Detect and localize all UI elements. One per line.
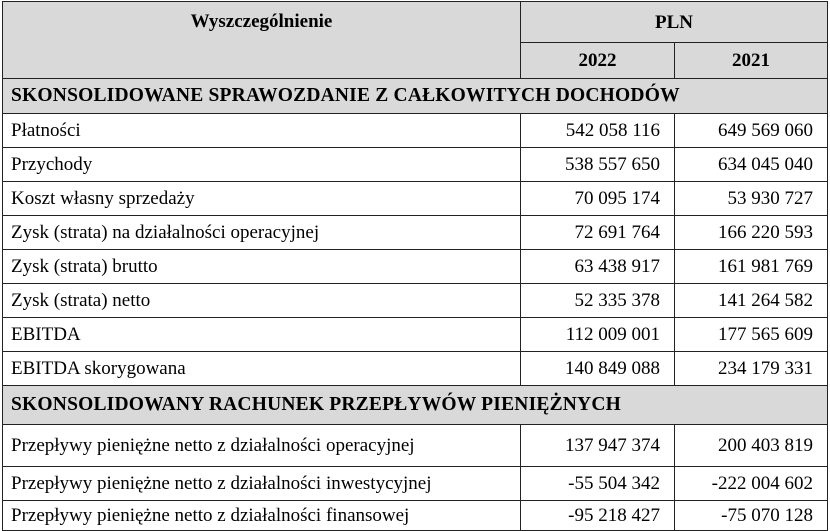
value-2021: 161 981 769 <box>675 250 828 284</box>
table-row <box>3 216 828 250</box>
value-2022: 140 849 088 <box>521 352 675 386</box>
value-2021: 234 179 331 <box>675 352 828 386</box>
value-2021: 177 565 609 <box>675 318 828 352</box>
table-row <box>3 425 828 467</box>
table-row <box>3 352 828 386</box>
value-2021: 649 569 060 <box>675 114 828 148</box>
section-title-income-statement: SKONSOLIDOWANE SPRAWOZDANIE Z CAŁKOWITYCH DOCHODÓW <box>3 79 828 114</box>
section-header-row <box>3 79 828 114</box>
value-2022: 52 335 378 <box>521 284 675 318</box>
value-2021: 634 045 040 <box>675 148 828 182</box>
table-row <box>3 318 828 352</box>
table-row <box>3 284 828 318</box>
column-header-description: Wyszczególnienie <box>3 2 521 79</box>
row-label: Przychody <box>3 148 521 182</box>
row-label: EBITDA skorygowana <box>3 352 521 386</box>
table-row <box>3 182 828 216</box>
value-2022: 72 691 764 <box>521 216 675 250</box>
value-2021: -222 004 602 <box>675 467 828 501</box>
value-2021: -75 070 128 <box>675 501 828 531</box>
row-label: Przepływy pieniężne netto z działalności inwestycyjnej <box>3 467 521 501</box>
value-2021: 166 220 593 <box>675 216 828 250</box>
column-header-currency: PLN <box>521 2 828 43</box>
table-row <box>3 114 828 148</box>
row-label: EBITDA <box>3 318 521 352</box>
row-label: Zysk (strata) brutto <box>3 250 521 284</box>
row-label: Zysk (strata) na działalności operacyjnej <box>3 216 521 250</box>
section-title-cash-flow: SKONSOLIDOWANY RACHUNEK PRZEPŁYWÓW PIENIĘŻNYCH <box>3 386 828 425</box>
table-row <box>3 250 828 284</box>
row-label: Płatności <box>3 114 521 148</box>
table-row <box>3 467 828 501</box>
value-2021: 200 403 819 <box>675 425 828 467</box>
table-row <box>3 501 828 531</box>
value-2021: 141 264 582 <box>675 284 828 318</box>
financial-table <box>2 1 828 531</box>
column-header-year-2021: 2021 <box>675 43 828 79</box>
header-row-top <box>3 2 828 43</box>
value-2022: -55 504 342 <box>521 467 675 501</box>
value-2022: 137 947 374 <box>521 425 675 467</box>
value-2022: 63 438 917 <box>521 250 675 284</box>
value-2022: -95 218 427 <box>521 501 675 531</box>
row-label: Zysk (strata) netto <box>3 284 521 318</box>
row-label: Przepływy pieniężne netto z działalności operacyjnej <box>3 425 521 467</box>
row-label: Przepływy pieniężne netto z działalności finansowej <box>3 501 521 531</box>
table-row <box>3 148 828 182</box>
column-header-year-2022: 2022 <box>521 43 675 79</box>
value-2022: 542 058 116 <box>521 114 675 148</box>
value-2021: 53 930 727 <box>675 182 828 216</box>
row-label: Koszt własny sprzedaży <box>3 182 521 216</box>
value-2022: 70 095 174 <box>521 182 675 216</box>
section-header-row <box>3 386 828 425</box>
value-2022: 538 557 650 <box>521 148 675 182</box>
value-2022: 112 009 001 <box>521 318 675 352</box>
